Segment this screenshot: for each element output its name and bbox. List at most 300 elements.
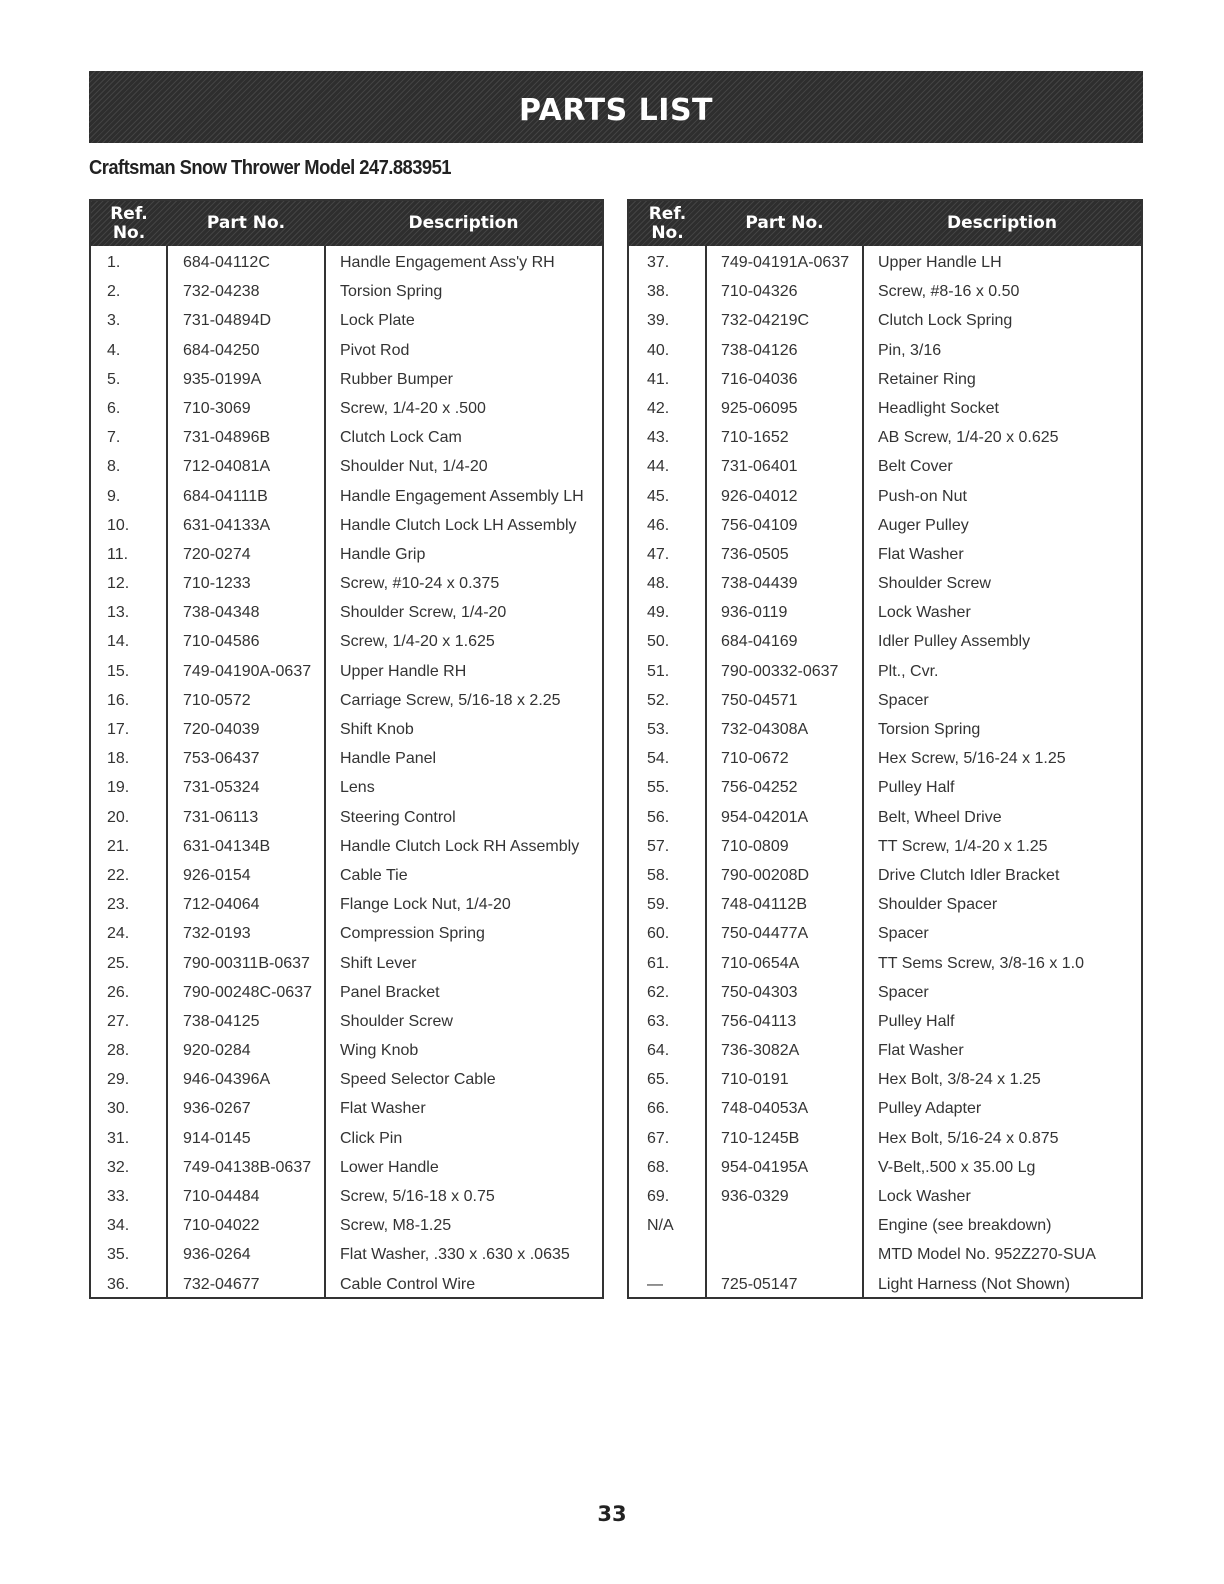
description-cell: Shoulder Nut, 1/4-20: [340, 458, 488, 476]
part-number-cell: 748-04112B: [721, 896, 807, 914]
part-number-cell: 756-04113: [721, 1012, 797, 1030]
part-number-cell: 925-06095: [721, 399, 798, 417]
table-row: [629, 482, 1141, 511]
ref-cell: 3.: [107, 312, 121, 330]
table-row: [91, 569, 602, 598]
ref-cell: 50.: [647, 633, 670, 651]
ref-cell: 40.: [647, 341, 670, 359]
description-cell: Spacer: [878, 691, 929, 709]
ref-cell: 66.: [647, 1100, 670, 1118]
description-cell: Screw, 5/16-18 x 0.75: [340, 1188, 495, 1205]
table-row: [629, 686, 1141, 715]
parts-table-right: [627, 199, 1143, 1299]
part-number-cell: 684-04112C: [183, 254, 270, 271]
description-cell: Pulley Half: [878, 1012, 955, 1030]
description-cell: Screw, #10-24 x 0.375: [340, 575, 500, 593]
description-cell: Pulley Adapter: [878, 1100, 982, 1118]
table-row: [91, 715, 602, 744]
table-row: [91, 1182, 602, 1211]
ref-cell: 20.: [107, 808, 130, 826]
description-cell: Steering Control: [340, 808, 456, 826]
table-row: [629, 1036, 1141, 1065]
ref-cell: 41.: [647, 370, 670, 388]
part-number-cell: 710-0654A: [721, 954, 800, 972]
header-banner: [89, 71, 1143, 143]
ref-cell: 35.: [107, 1246, 130, 1264]
part-number-cell: 954-04195A: [721, 1158, 809, 1176]
ref-cell: 55.: [647, 779, 670, 797]
ref-cell: 4.: [107, 341, 121, 359]
description-cell: Compression Spring: [340, 925, 485, 943]
description-cell: Spacer: [878, 925, 929, 943]
table-row: [629, 1094, 1141, 1123]
description-cell: Torsion Spring: [340, 283, 443, 301]
description-cell: MTD Model No. 952Z270-SUA: [878, 1246, 1096, 1264]
table-row: [91, 1153, 602, 1182]
table-row: [629, 919, 1141, 948]
table-row: [629, 1124, 1141, 1153]
description-cell: Lock Washer: [878, 604, 971, 622]
table-row: [91, 482, 602, 511]
ref-cell: 17.: [107, 721, 130, 738]
part-number-cell: 790-00311B-0637: [183, 954, 310, 972]
column-header-description: Description: [947, 213, 1057, 233]
table-row: [91, 978, 602, 1007]
table-row: [91, 744, 602, 773]
table-row: [91, 452, 602, 481]
table-row: [629, 598, 1141, 627]
description-cell: Cable Tie: [340, 866, 408, 884]
ref-cell: 33.: [107, 1188, 130, 1205]
table-row: [629, 277, 1141, 306]
table-row: [629, 394, 1141, 423]
description-cell: Click Pin: [340, 1129, 403, 1147]
ref-cell: 38.: [647, 283, 670, 301]
part-number-cell: 749-04190A-0637: [183, 662, 312, 680]
table-row: [91, 306, 602, 335]
description-cell: Shoulder Screw: [340, 1012, 453, 1030]
description-cell: Lock Plate: [340, 312, 415, 330]
part-number-cell: 935-0199A: [183, 370, 262, 388]
ref-cell: 67.: [647, 1129, 670, 1147]
part-number-cell: 684-04169: [721, 633, 798, 651]
part-number-cell: 716-04036: [721, 370, 798, 388]
ref-cell: 52.: [647, 691, 670, 709]
description-cell: Plt., Cvr.: [878, 662, 939, 680]
ref-cell: 60.: [647, 925, 670, 943]
ref-cell: N/A: [647, 1217, 674, 1235]
description-cell: Hex Bolt, 3/8-24 x 1.25: [878, 1071, 1041, 1089]
table-row: [91, 423, 602, 452]
description-cell: Auger Pulley: [878, 516, 969, 534]
description-cell: Flat Washer: [878, 1042, 964, 1060]
part-number-cell: 914-0145: [183, 1129, 251, 1147]
part-number-cell: 936-0264: [183, 1246, 251, 1264]
part-number-cell: 710-1652: [721, 429, 789, 447]
ref-cell: 53.: [647, 721, 670, 738]
part-number-cell: 736-3082A: [721, 1042, 800, 1060]
description-cell: AB Screw, 1/4-20 x 0.625: [878, 429, 1059, 447]
description-cell: Drive Clutch Idler Bracket: [878, 866, 1060, 884]
table-row: [91, 540, 602, 569]
description-cell: Handle Engagement Assembly LH: [340, 487, 584, 505]
part-number-cell: 756-04109: [721, 516, 798, 534]
description-cell: Lower Handle: [340, 1158, 439, 1176]
ref-cell: 7.: [107, 429, 121, 447]
part-number-cell: 936-0267: [183, 1100, 251, 1118]
ref-cell: 9.: [107, 487, 121, 505]
ref-cell: 22.: [107, 866, 130, 884]
part-number-cell: 946-04396A: [183, 1071, 271, 1089]
table-row: [91, 1270, 602, 1299]
ref-cell: 57.: [647, 837, 670, 855]
description-cell: Screw, 1/4-20 x 1.625: [340, 633, 495, 651]
table-row: [629, 511, 1141, 540]
description-cell: Shift Knob: [340, 721, 414, 738]
ref-cell: 34.: [107, 1217, 130, 1235]
table-row: [629, 336, 1141, 365]
table-row: [91, 1124, 602, 1153]
part-number-cell: 712-04081A: [183, 458, 271, 476]
part-number-cell: 732-04238: [183, 283, 260, 301]
ref-cell: 5.: [107, 370, 121, 388]
table-row: [91, 1036, 602, 1065]
description-cell: Pivot Rod: [340, 341, 410, 359]
table-row: [629, 1007, 1141, 1036]
description-cell: Flat Washer: [340, 1100, 426, 1118]
table-row: [91, 773, 602, 802]
part-number-cell: 738-04348: [183, 604, 260, 622]
page-number: 33: [597, 1502, 627, 1526]
description-cell: Rubber Bumper: [340, 370, 453, 388]
part-number-cell: 750-04303: [721, 983, 798, 1001]
model-subtitle: Craftsman Snow Thrower Model 247.883951: [89, 157, 451, 179]
description-cell: Upper Handle RH: [340, 662, 467, 680]
ref-cell: —: [647, 1275, 663, 1293]
table-header: [91, 201, 602, 246]
ref-cell: 51.: [647, 662, 670, 680]
part-number-cell: 738-04439: [721, 575, 798, 593]
ref-cell: 29.: [107, 1071, 130, 1089]
part-number-cell: 748-04053A: [721, 1100, 809, 1118]
table-row: [629, 715, 1141, 744]
table-row: [629, 306, 1141, 335]
ref-cell: 13.: [107, 604, 130, 622]
description-cell: Light Harness (Not Shown): [878, 1275, 1071, 1293]
ref-cell: 18.: [107, 750, 130, 768]
description-cell: Engine (see breakdown): [878, 1217, 1052, 1235]
part-number-cell: 749-04191A-0637: [721, 254, 850, 271]
description-cell: Cable Control Wire: [340, 1275, 476, 1293]
table-row: [91, 861, 602, 890]
column-header-ref: [91, 201, 167, 246]
table-row: [629, 1211, 1141, 1240]
description-cell: Screw, 1/4-20 x .500: [340, 399, 486, 417]
ref-cell: 68.: [647, 1158, 670, 1176]
table-row: [91, 890, 602, 919]
table-row: [629, 657, 1141, 686]
table-row: [629, 773, 1141, 802]
description-cell: Handle Engagement Ass'y RH: [340, 254, 555, 271]
part-number-cell: 720-0274: [183, 545, 251, 563]
ref-cell: 45.: [647, 487, 670, 505]
table-row: [91, 686, 602, 715]
table-row: [91, 1065, 602, 1094]
ref-cell: 11.: [107, 545, 129, 563]
ref-cell: 6.: [107, 399, 121, 417]
part-number-cell: 710-1245B: [721, 1129, 800, 1147]
table-row: [629, 1270, 1141, 1299]
part-number-cell: 731-04896B: [183, 429, 271, 447]
description-cell: Pulley Half: [878, 779, 955, 797]
table-row: [629, 949, 1141, 978]
ref-header-line2: No.: [651, 222, 684, 243]
table-row: [629, 832, 1141, 861]
description-cell: V-Belt,.500 x 35.00 Lg: [878, 1158, 1036, 1176]
ref-cell: 48.: [647, 575, 670, 593]
ref-cell: 69.: [647, 1188, 670, 1205]
ref-cell: 2.: [107, 283, 121, 301]
part-number-cell: 710-0572: [183, 691, 251, 709]
table-row: [91, 1094, 602, 1123]
part-number-cell: 712-04064: [183, 896, 260, 914]
part-number-cell: 732-0193: [183, 925, 251, 943]
column-header-part: Part No.: [206, 213, 286, 233]
description-cell: Speed Selector Cable: [340, 1071, 496, 1089]
ref-cell: 61.: [647, 954, 670, 972]
part-number-cell: 710-1233: [183, 575, 251, 593]
table-row: [629, 1182, 1141, 1211]
ref-cell: 47.: [647, 545, 670, 563]
description-cell: Handle Clutch Lock RH Assembly: [340, 837, 580, 855]
part-number-cell: 725-05147: [721, 1275, 798, 1293]
description-cell: Spacer: [878, 983, 929, 1001]
column-header-description: Description: [408, 213, 519, 233]
description-cell: Hex Bolt, 5/16-24 x 0.875: [878, 1129, 1059, 1147]
part-number-cell: 731-06401: [721, 458, 798, 476]
table-row: [629, 861, 1141, 890]
part-number-cell: 738-04126: [721, 341, 798, 359]
table-row: [629, 1153, 1141, 1182]
part-number-cell: 710-04484: [183, 1188, 260, 1205]
part-number-cell: 936-0329: [721, 1188, 789, 1205]
description-cell: Lens: [340, 779, 375, 797]
part-number-cell: 756-04252: [721, 779, 798, 797]
part-number-cell: 732-04677: [183, 1275, 260, 1293]
ref-cell: 39.: [647, 312, 670, 330]
description-cell: Flat Washer, .330 x .630 x .0635: [340, 1246, 570, 1264]
description-cell: TT Sems Screw, 3/8-16 x 1.0: [878, 954, 1085, 972]
table-row: [629, 423, 1141, 452]
description-cell: Screw, #8-16 x 0.50: [878, 283, 1020, 301]
description-cell: Belt Cover: [878, 458, 953, 476]
part-number-cell: 749-04138B-0637: [183, 1158, 312, 1176]
description-cell: Handle Panel: [340, 750, 437, 768]
description-cell: Shoulder Spacer: [878, 896, 998, 914]
part-number-cell: 750-04477A: [721, 925, 809, 943]
column-header-ref: [629, 201, 706, 246]
ref-cell: 30.: [107, 1100, 130, 1118]
page-title: PARTS LIST: [518, 92, 714, 128]
ref-cell: 26.: [107, 983, 130, 1001]
part-number-cell: 732-04219C: [721, 312, 810, 330]
description-cell: Flat Washer: [878, 545, 964, 563]
ref-cell: 63.: [647, 1012, 670, 1030]
table-row: [629, 627, 1141, 656]
description-cell: Shift Lever: [340, 954, 417, 972]
description-cell: Clutch Lock Cam: [340, 429, 462, 447]
ref-cell: 12.: [107, 575, 130, 593]
description-cell: Wing Knob: [340, 1042, 419, 1060]
column-header-part: Part No.: [745, 213, 824, 233]
table-row: [91, 627, 602, 656]
part-number-cell: 926-04012: [721, 487, 798, 505]
ref-cell: 25.: [107, 954, 130, 972]
part-number-cell: 736-0505: [721, 545, 789, 563]
table-row: [91, 336, 602, 365]
ref-cell: 46.: [647, 516, 670, 534]
ref-cell: 64.: [647, 1042, 670, 1060]
ref-cell: 36.: [107, 1275, 130, 1293]
table-row: [91, 511, 602, 540]
ref-header-line1: Ref.: [110, 203, 148, 224]
part-number-cell: 732-04308A: [721, 721, 809, 738]
description-cell: Panel Bracket: [340, 983, 440, 1001]
description-cell: Clutch Lock Spring: [878, 312, 1013, 330]
description-cell: Torsion Spring: [878, 721, 981, 738]
table-body: [629, 248, 1141, 1299]
part-number-cell: 920-0284: [183, 1042, 251, 1060]
description-cell: Screw, M8-1.25: [340, 1217, 452, 1235]
ref-cell: 23.: [107, 896, 130, 914]
ref-cell: 49.: [647, 604, 670, 622]
part-number-cell: 753-06437: [183, 750, 260, 768]
table-row: [91, 803, 602, 832]
parts-table-left: [89, 199, 604, 1299]
ref-cell: 8.: [107, 458, 121, 476]
part-number-cell: 936-0119: [721, 604, 788, 622]
ref-cell: 37.: [647, 254, 670, 271]
table-row: [629, 978, 1141, 1007]
table-row: [629, 248, 1141, 277]
ref-header-line1: Ref.: [648, 203, 687, 224]
ref-cell: 31.: [107, 1129, 130, 1147]
table-row: [91, 277, 602, 306]
description-cell: Retainer Ring: [878, 370, 976, 388]
ref-cell: 21.: [107, 837, 130, 855]
part-number-cell: 750-04571: [721, 691, 798, 709]
ref-cell: 54.: [647, 750, 670, 768]
table-row: [91, 365, 602, 394]
ref-cell: 32.: [107, 1158, 130, 1176]
description-cell: Upper Handle LH: [878, 254, 1002, 271]
table-row: [629, 365, 1141, 394]
part-number-cell: 731-04894D: [183, 312, 272, 330]
description-cell: Lock Washer: [878, 1188, 971, 1205]
ref-cell: 43.: [647, 429, 670, 447]
ref-cell: 42.: [647, 399, 670, 417]
description-cell: Flange Lock Nut, 1/4-20: [340, 896, 511, 914]
part-number-cell: 631-04134B: [183, 837, 271, 855]
description-cell: Handle Clutch Lock LH Assembly: [340, 516, 577, 534]
description-cell: Belt, Wheel Drive: [878, 808, 1002, 826]
part-number-cell: 954-04201A: [721, 808, 809, 826]
part-number-cell: 710-0809: [721, 837, 789, 855]
table-row: [629, 540, 1141, 569]
part-number-cell: 926-0154: [183, 866, 251, 884]
part-number-cell: 790-00248C-0637: [183, 983, 312, 1001]
ref-cell: 19.: [107, 779, 130, 797]
part-number-cell: 684-04250: [183, 341, 260, 359]
part-number-cell: 790-00208D: [721, 866, 810, 884]
ref-cell: 28.: [107, 1042, 130, 1060]
description-cell: Pin, 3/16: [878, 341, 942, 359]
description-cell: Hex Screw, 5/16-24 x 1.25: [878, 750, 1066, 768]
table-header: [629, 201, 1141, 246]
part-number-cell: 631-04133A: [183, 516, 271, 534]
table-row: [91, 1211, 602, 1240]
ref-header-line2: No.: [112, 222, 146, 243]
part-number-cell: 731-06113: [183, 808, 259, 826]
part-number-cell: 738-04125: [183, 1012, 260, 1030]
part-number-cell: 710-0191: [721, 1071, 789, 1089]
ref-cell: 65.: [647, 1071, 670, 1089]
table-row: [91, 1007, 602, 1036]
part-number-cell: 710-04586: [183, 633, 260, 651]
table-row: [91, 1240, 602, 1269]
part-number-cell: 710-0672: [721, 750, 789, 768]
ref-cell: 44.: [647, 458, 670, 476]
ref-cell: 10.: [107, 516, 130, 534]
table-row: [91, 657, 602, 686]
table-row: [91, 832, 602, 861]
table-row: [91, 394, 602, 423]
table-body: [91, 248, 602, 1299]
table-row: [91, 598, 602, 627]
table-row: [91, 919, 602, 948]
ref-cell: 62.: [647, 983, 670, 1001]
part-number-cell: 720-04039: [183, 721, 260, 738]
part-number-cell: 710-04022: [183, 1217, 260, 1235]
ref-cell: 16.: [107, 691, 130, 709]
ref-cell: 15.: [107, 662, 130, 680]
part-number-cell: 790-00332-0637: [721, 662, 839, 680]
table-row: [91, 248, 602, 277]
ref-cell: 27.: [107, 1012, 130, 1030]
part-number-cell: 731-05324: [183, 779, 260, 797]
part-number-cell: 710-3069: [183, 399, 251, 417]
table-row: [629, 1065, 1141, 1094]
table-row: [629, 744, 1141, 773]
table-row: [629, 803, 1141, 832]
table-row: [629, 890, 1141, 919]
ref-cell: 58.: [647, 866, 670, 884]
ref-cell: 59.: [647, 896, 670, 914]
description-cell: Carriage Screw, 5/16-18 x 2.25: [340, 691, 561, 709]
part-number-cell: 710-04326: [721, 283, 798, 301]
description-cell: Headlight Socket: [878, 399, 999, 417]
table-row: [629, 569, 1141, 598]
description-cell: Shoulder Screw: [878, 575, 991, 593]
ref-cell: 56.: [647, 808, 670, 826]
description-cell: Push-on Nut: [878, 487, 967, 505]
ref-cell: 14.: [107, 633, 130, 651]
table-row: [629, 1240, 1141, 1269]
description-cell: TT Screw, 1/4-20 x 1.25: [878, 837, 1048, 855]
description-cell: Idler Pulley Assembly: [878, 633, 1031, 651]
description-cell: Handle Grip: [340, 545, 426, 563]
ref-cell: 24.: [107, 925, 130, 943]
